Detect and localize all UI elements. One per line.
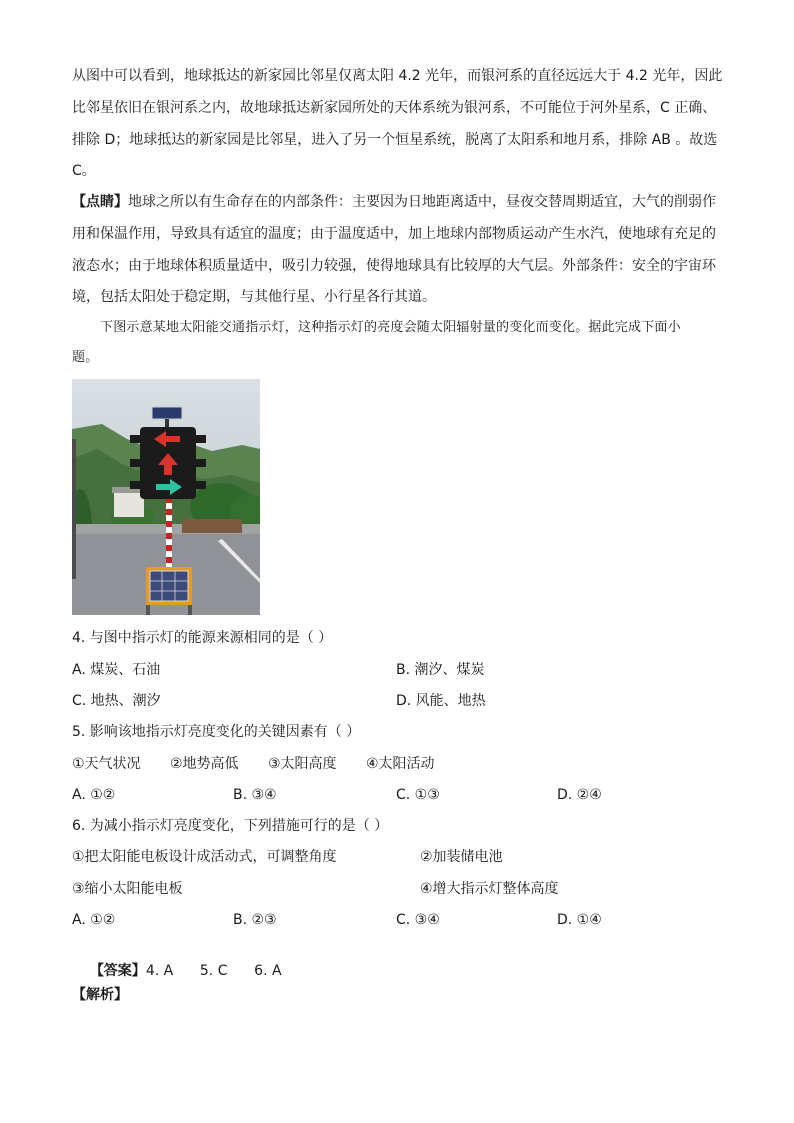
q4-stem: 4. 与图中指示灯的能源来源相同的是（ ） [72, 630, 333, 646]
traffic-light-photo [72, 379, 260, 615]
q6-item-2: ②加装储电池 [420, 849, 503, 865]
dianjing-tag: 【点睛】 [72, 194, 128, 210]
answer-text: 4. A 5. C 6. A [145, 963, 282, 979]
explanation-line-4: C。 [72, 163, 96, 179]
q6-option-c: C. ③④ [396, 912, 440, 928]
explanation-line-2: 比邻星依旧在银河系之内，故地球抵达新家园所处的天体系统为银河系，不可能位于河外星系，C 正确、 [72, 100, 717, 116]
explanation-line-3: 排除 D；地球抵达的新家园是比邻星，进入了另一个恒星系统，脱离了太阳系和地月系，排除 AB 。故选 [72, 132, 718, 148]
dianjing-line-4: 境，包括太阳处于稳定期，与其他行星、小行星各行其道。 [72, 289, 436, 305]
dianjing-text-1: 地球之所以有生命存在的内部条件：主要因为日地距离适中，昼夜交替周期适宜，大气的削弱作 [128, 194, 716, 210]
q6-option-d: D. ①④ [557, 912, 602, 928]
q5-option-c: C. ①③ [396, 787, 440, 803]
dianjing-line-1 [72, 192, 722, 212]
q5-item-4: ④太阳活动 [366, 756, 435, 772]
q5-item-2: ②地势高低 [170, 756, 239, 772]
q5-item-3: ③太阳高度 [268, 756, 337, 772]
q6-option-a: A. ①② [72, 912, 116, 928]
q6-option-b: B. ②③ [233, 912, 277, 928]
intro-line-2: 题。 [72, 350, 99, 365]
q6-item-1: ①把太阳能电板设计成活动式，可调整角度 [72, 849, 337, 865]
q6-stem: 6. 为减小指示灯亮度变化，下列措施可行的是（ ） [72, 818, 389, 834]
q4-option-c: C. 地热、潮汐 [72, 693, 161, 709]
answer-tag: 【答案】 [89, 963, 146, 979]
q5-item-1: ①天气状况 [72, 756, 141, 772]
q4-option-d: D. 风能、地热 [396, 693, 486, 709]
q4-option-b: B. 潮汐、煤炭 [396, 662, 485, 678]
intro-line-1: 下图示意某地太阳能交通指示灯，这种指示灯的亮度会随太阳辐射量的变化而变化。据此完成下面小 [100, 320, 681, 335]
q5-stem: 5. 影响该地指示灯亮度变化的关键因素有（ ） [72, 724, 361, 740]
q5-option-a: A. ①② [72, 787, 116, 803]
q5-option-b: B. ③④ [233, 787, 277, 803]
q6-item-3: ③缩小太阳能电板 [72, 881, 183, 897]
dianjing-line-3: 液态水；由于地球体积质量适中，吸引力较强，使得地球具有比较厚的大气层。外部条件：安全的宇宙环 [72, 258, 716, 274]
q5-option-d: D. ②④ [557, 787, 602, 803]
solar-traffic-light-image [72, 379, 260, 615]
explanation-line-1: 从图中可以看到，地球抵达的新家园比邻星仅离太阳 4.2 光年，而银河系的直径远远大于 4.2 光年，因此 [72, 68, 723, 84]
q4-option-a: A. 煤炭、石油 [72, 662, 161, 678]
analysis-tag: 【解析】 [72, 987, 128, 1003]
dianjing-line-2: 用和保温作用，导致具有适宜的温度；由于温度适中，加上地球内部物质运动产生水汽，使地球有充足的 [72, 226, 716, 242]
q6-item-4: ④增大指示灯整体高度 [420, 881, 559, 897]
